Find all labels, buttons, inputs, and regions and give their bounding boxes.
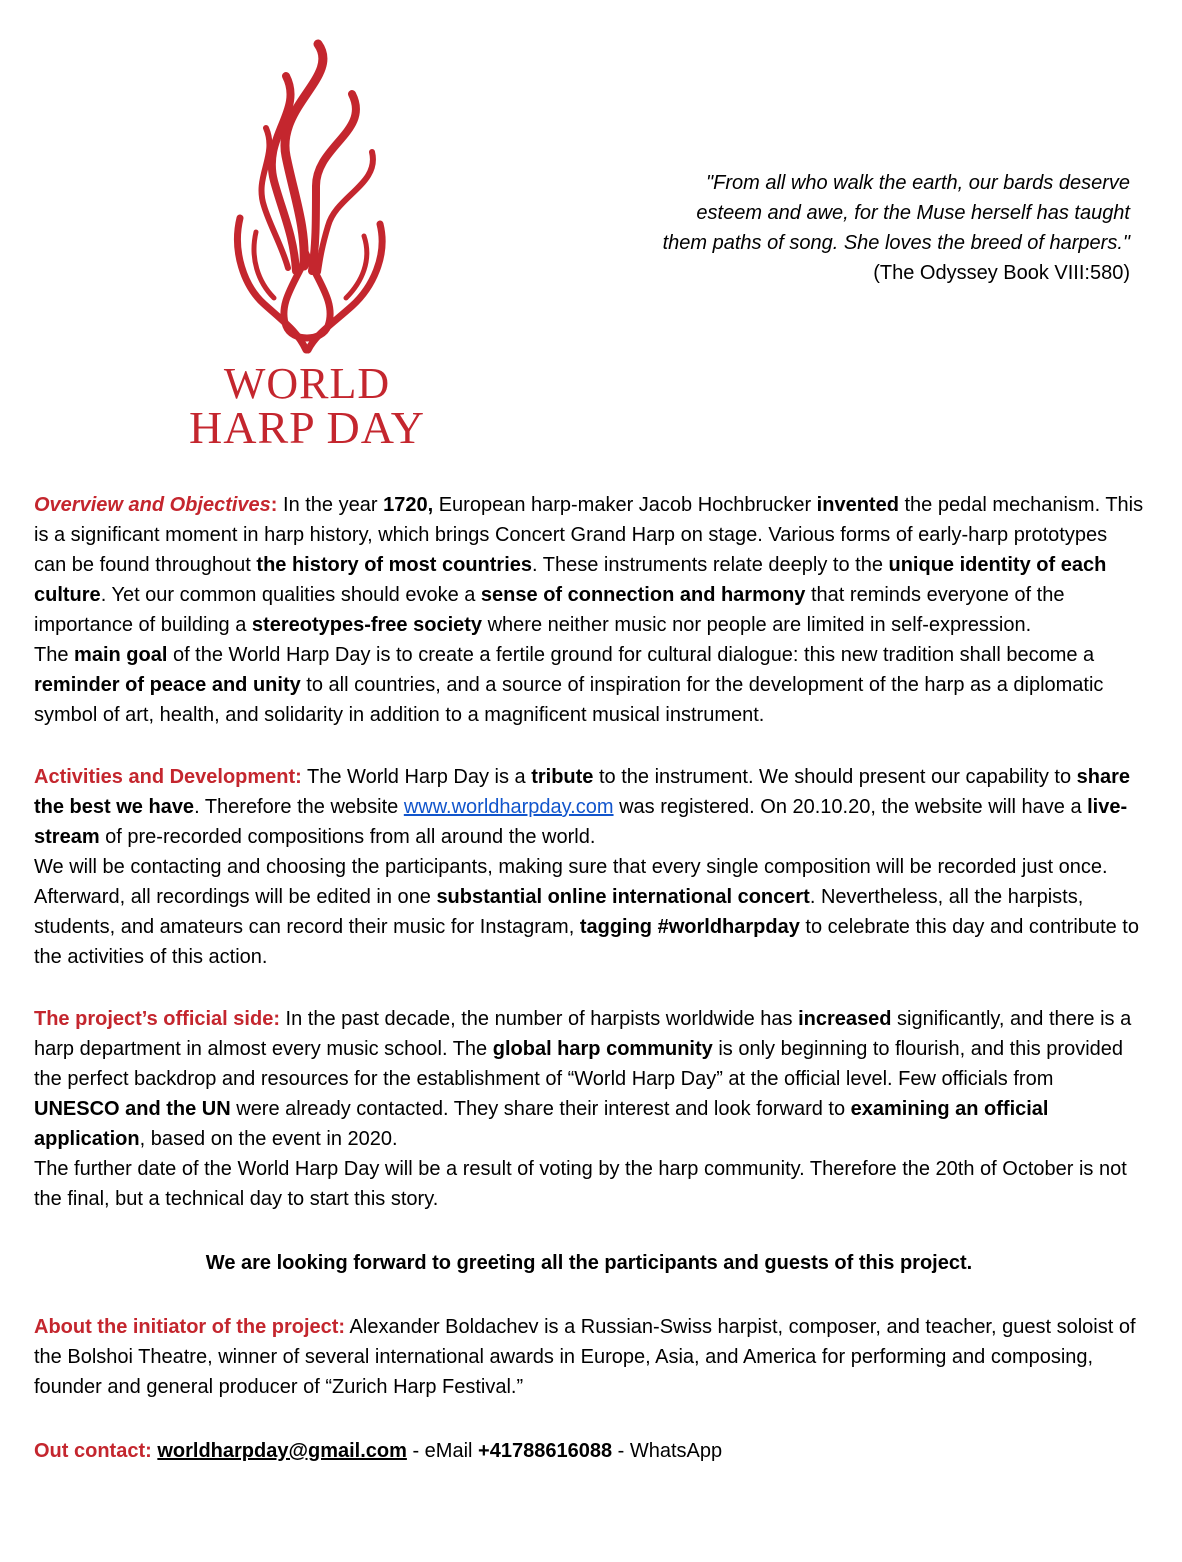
logo-text-world: WORLD [223,359,391,408]
overview-paragraph: Overview and Objectives: In the year 1720, European harp-maker Jacob Hochbrucker invented the pedal mechanism. This is a significant moment in harp history, which brings Concert Grand Harp on stage. Various forms of early-harp prototypes can be found throughout the history of most countries. These instruments relate deeply to the unique identity of each culture. Yet our common qualities should evoke a sense of connection and harmony that reminds everyone of the importance of building a stereotypes-free society where neither music nor people are limited in self-expression. [34,494,1144,636]
phone-number: +41788616088 [478,1440,613,1462]
activities-heading: Activities and Development: [34,766,302,788]
quote-line: esteem and awe, for the Muse herself has taught [696,202,1130,224]
official-paragraph: The project’s official side: In the past decade, the number of harpists worldwide has increased significantly, and there is a harp department in almost every music school. The global harp community is only beginning to flourish, and this provided the perfect backdrop and resources for the establishment of “World Harp Day” at the official level. Few officials from UNESCO and the UN were already contacted. They share their interest and look forward to examining an official application, based on the event in 2020. [34,1008,1132,1150]
email-link[interactable]: worldharpday@gmail.com [157,1440,407,1462]
activities-paragraph: Activities and Development: The World Harp Day is a tribute to the instrument. We should present our capability to share the best we have. Therefore the website www.worldharpday.com was registered. On 20.10.20, the website will have a live-stream of pre-recorded compositions from all around the world. [34,766,1131,848]
harp-flame-hand-icon [166,36,448,358]
participants-paragraph: We will be contacting and choosing the participants, making sure that every single composition will be recorded just once. Afterward, all recordings will be edited in one substantial online international concert. Nevertheless, all the harpists, students, and amateurs can record their music for Instagram, tagging #worldharpday to celebrate this day and contribute to the activities of this action. [34,856,1139,968]
quote-source: (The Odyssey Book VIII:580) [873,262,1130,284]
contact-line: Out contact: worldharpday@gmail.com - eMail +41788616088 - WhatsApp [34,1440,723,1462]
website-link[interactable]: www.worldharpday.com [403,796,614,818]
closing-statement: We are looking forward to greeting all the participants and guests of this project. [205,1252,973,1274]
contact-heading: Out contact: [34,1440,152,1462]
further-date-paragraph: The further date of the World Harp Day will be a result of voting by the harp community. Therefore the 20th of October is not the final, but a technical day to start this story. [34,1158,1127,1210]
quote-line: them paths of song. She loves the breed of harpers." [662,232,1130,254]
world-harp-day-logo [166,36,448,453]
quote-line: "From all who walk the earth, our bards deserve [706,172,1130,194]
official-heading: The project’s official side: [34,1008,280,1030]
document-body [34,490,1144,1466]
initiator-heading: About the initiator of the project: [34,1316,346,1338]
main-goal-paragraph: The main goal of the World Harp Day is to create a fertile ground for cultural dialogue: this new tradition shall become a reminder of peace and unity to all countries, and a source of inspiration for the development of the harp as a diplomatic symbol of art, health, and solidarity in addition to a magnificent musical instrument. [34,644,1104,726]
overview-heading: Overview and Objectives [34,494,271,516]
odyssey-quote [570,168,1130,288]
initiator-paragraph: About the initiator of the project: Alexander Boldachev is a Russian-Swiss harpist, composer, and teacher, guest soloist of the Bolshoi Theatre, winner of several international awards in Europe, Asia, and America for performing and composing, founder and general producer of “Zurich Harp Festival.” [34,1316,1136,1398]
logo-text-harp-day: HARP DAY [189,402,425,453]
